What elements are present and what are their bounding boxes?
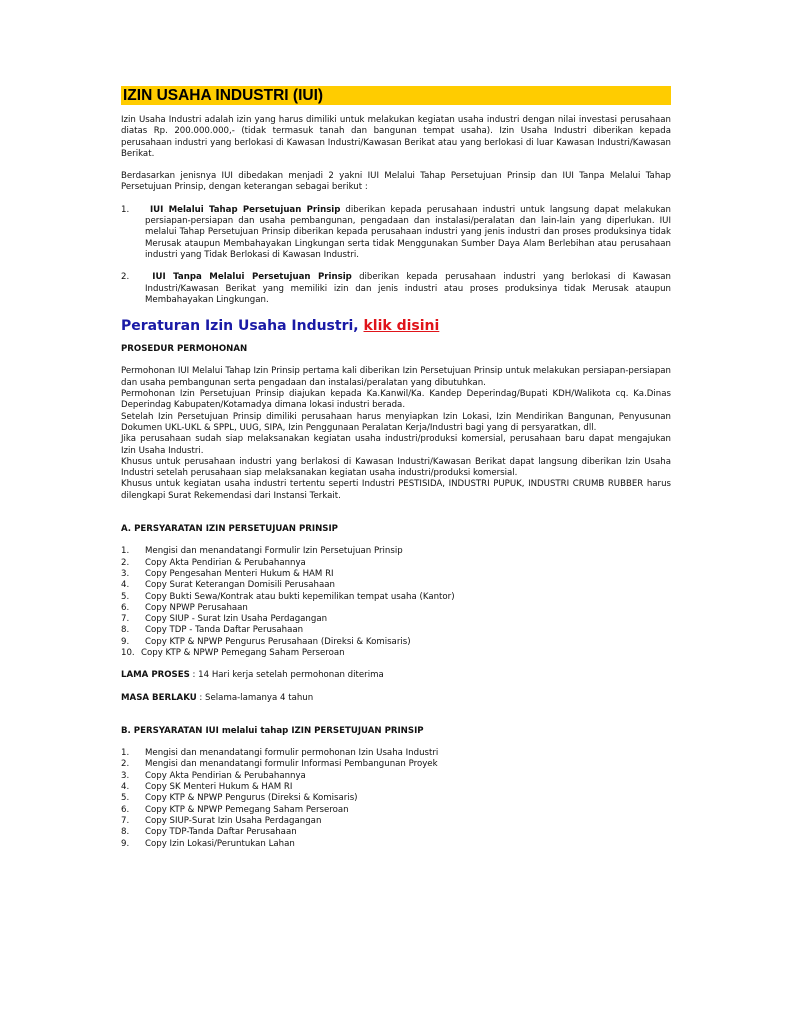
intro-paragraph: Izin Usaha Industri adalah izin yang harus dimiliki untuk melakukan kegiatan usaha industri dengan nilai investasi perusahaan diatas Rp. 200.000.000,- (tidak termasuk tanah dan bangunan tempat usaha). Izin Usaha Industri diberikan kepada perusahaan industri yang berlokasi di Kawasan Industri/Kawasan Berikat atau yang berlokasi di luar Kawasan Industri/Kawasan Berikat. [121, 115, 671, 159]
type-number: 1. [121, 204, 130, 215]
list-item: 9. Copy Izin Lokasi/Peruntukan Lahan [121, 838, 295, 849]
list-item: 4. Copy SK Menteri Hukum & HAM RI [121, 782, 293, 793]
types-paragraph: Berdasarkan jenisnya IUI dibedakan menjadi 2 yakni IUI Melalui Tahap Persetujuan Prinsip dan IUI Tanpa Melalui Tahap Persetujuan Prinsip, dengan keterangan sebagai berikut : [121, 171, 671, 193]
list-item: 1. Mengisi dan menandatangi Formulir Izin Persetujuan Prinsip [121, 546, 403, 557]
type-title: IUI Tanpa Melalui Persetujuan Prinsip [152, 272, 352, 283]
list-item: 3. Copy Akta Pendirian & Perubahannya [121, 770, 306, 781]
list-item: 5. Copy KTP & NPWP Pengurus (Direksi & Komisaris) [121, 793, 358, 804]
peraturan-text: Peraturan Izin Usaha Industri [121, 318, 354, 335]
list-item: 7. Copy SIUP - Surat Izin Usaha Perdagangan [121, 614, 328, 625]
type-description: diberikan kepada perusahaan industri yang berlokasi di Kawasan Industri/Kawasan Berikat yang memiliki izin dan jenis industri atau proses produksinya tidak Merusak ataupun Membahayakan Lingkungan. [145, 272, 671, 305]
type-item-1 [121, 205, 671, 261]
list-item: 6. Copy KTP & NPWP Pemegang Saham Perseroan [121, 804, 349, 815]
list-item: 8. Copy TDP - Tanda Daftar Perusahaan [121, 625, 304, 636]
section-b-list [121, 748, 671, 850]
prosedur-paragraph: Permohonan Izin Persetujuan Prinsip diajukan kepada Ka.Kanwil/Ka. Kandep Deperindag/Bupati KDH/Walikota cq. Ka.Dinas Deperindag Kabupaten/Kotamadya dimana lokasi industri berada. [121, 389, 671, 411]
list-item: 2. Mengisi dan menandatangi formulir Informasi Pembangunan Proyek [121, 759, 438, 770]
type-item-2 [121, 272, 671, 306]
lama-proses: LAMA PROSES : 14 Hari kerja setelah permohonan diterima [121, 670, 384, 681]
list-item: 1. Mengisi dan menandatangi formulir permohonan Izin Usaha Industri [121, 748, 439, 759]
list-item: 2. Copy Akta Pendirian & Perubahannya [121, 557, 306, 568]
type-description: diberikan kepada perusahaan industri untuk langsung dapat melakukan persiapan-persiapan dan usaha pembangunan, pengadaan dan instalasi/peralatan dan lain-lain yang diperlukan. IUI melalui Tahap Persetujuan Prinsip diberikan kepada perusahaan industri yang jenis industri dan proses produksinya tidak Merusak ataupun Membahayakan Lingkungan serta tidak Menggunakan Sumber Daya Alam Berlebihan atau perusahaan industri yang Tidak Berlokasi di Kawasan Industri. [145, 204, 671, 260]
masa-berlaku: MASA BERLAKU : Selama-lamanya 4 tahun [121, 692, 314, 703]
list-item: 6. Copy NPWP Perusahaan [121, 602, 248, 613]
document-page [121, 86, 671, 850]
list-item: 3. Copy Pengesahan Menteri Hukum & HAM RI [121, 568, 334, 579]
prosedur-paragraph: Setelah Izin Persetujuan Prinsip dimiliki perusahaan harus menyiapkan Izin Lokasi, Izin Mendirikan Bangunan, Penyusunan Dokumen UKL-UKL & SPPL, UUG, SIPA, Izin Penggunaan Peralatan Kerja/Industri bagi yang di persyaratkan, dll. [121, 411, 671, 433]
type-title: IUI Melalui Tahap Persetujuan Prinsip [149, 204, 341, 215]
section-a-heading: A. PERSYARATAN IZIN PERSETUJUAN PRINSIP [121, 524, 338, 535]
list-item: 4. Copy Surat Keterangan Domisili Perusahaan [121, 580, 335, 591]
type-number: 2. [121, 272, 130, 283]
prosedur-paragraph: Jika perusahaan sudah siap melaksanakan kegiatan usaha industri/produksi komersial, perusahaan baru dapat mengajukan Izin Usaha Industri. [121, 434, 671, 456]
section-a-list [121, 546, 671, 659]
list-item: 5. Copy Bukti Sewa/Kontrak atau bukti kepemilikan tempat usaha (Kantor) [121, 591, 455, 602]
section-b-heading: B. PERSYARATAN IUI melalui tahap IZIN PERSETUJUAN PRINSIP [121, 725, 424, 736]
list-item: 10. Copy KTP & NPWP Pemegang Saham Perseroan [121, 647, 345, 658]
prosedur-heading: PROSEDUR PERMOHONAN [121, 344, 248, 355]
prosedur-paragraph: Khusus untuk kegiatan usaha industri tertentu seperti Industri PESTISIDA, INDUSTRI PUPUK, INDUSTRI CRUMB RUBBER harus dilengkapi Surat Rekemendasi dari Instansi Terkait. [121, 479, 671, 501]
klik-disini-link[interactable]: klik disini [363, 318, 440, 335]
list-item: 7. Copy SIUP-Surat Izin Usaha Perdagangan [121, 815, 322, 826]
peraturan-comma: , [353, 318, 359, 335]
list-item: 8. Copy TDP-Tanda Daftar Perusahaan [121, 827, 297, 838]
peraturan-heading [121, 316, 671, 336]
list-item: 9. Copy KTP & NPWP Pengurus Perusahaan (Direksi & Komisaris) [121, 636, 411, 647]
page-title: IZIN USAHA INDUSTRI (IUI) [121, 86, 671, 105]
prosedur-paragraph: Khusus untuk perusahaan industri yang berlakosi di Kawasan Industri/Kawasan Berikat dapat langsung diberikan Izin Usaha Industri setelah perusahaan siap melaksanakan kegiatan usaha industri/produksi komersial. [121, 456, 671, 479]
prosedur-paragraph: Permohonan IUI Melalui Tahap Izin Prinsip pertama kali diberikan Izin Persetujuan Prinsip untuk melakukan persiapan-persiapan dan usaha pembangunan serta pengadaan dan instalasi/peralatan yang dibutuhkan. [121, 366, 671, 388]
